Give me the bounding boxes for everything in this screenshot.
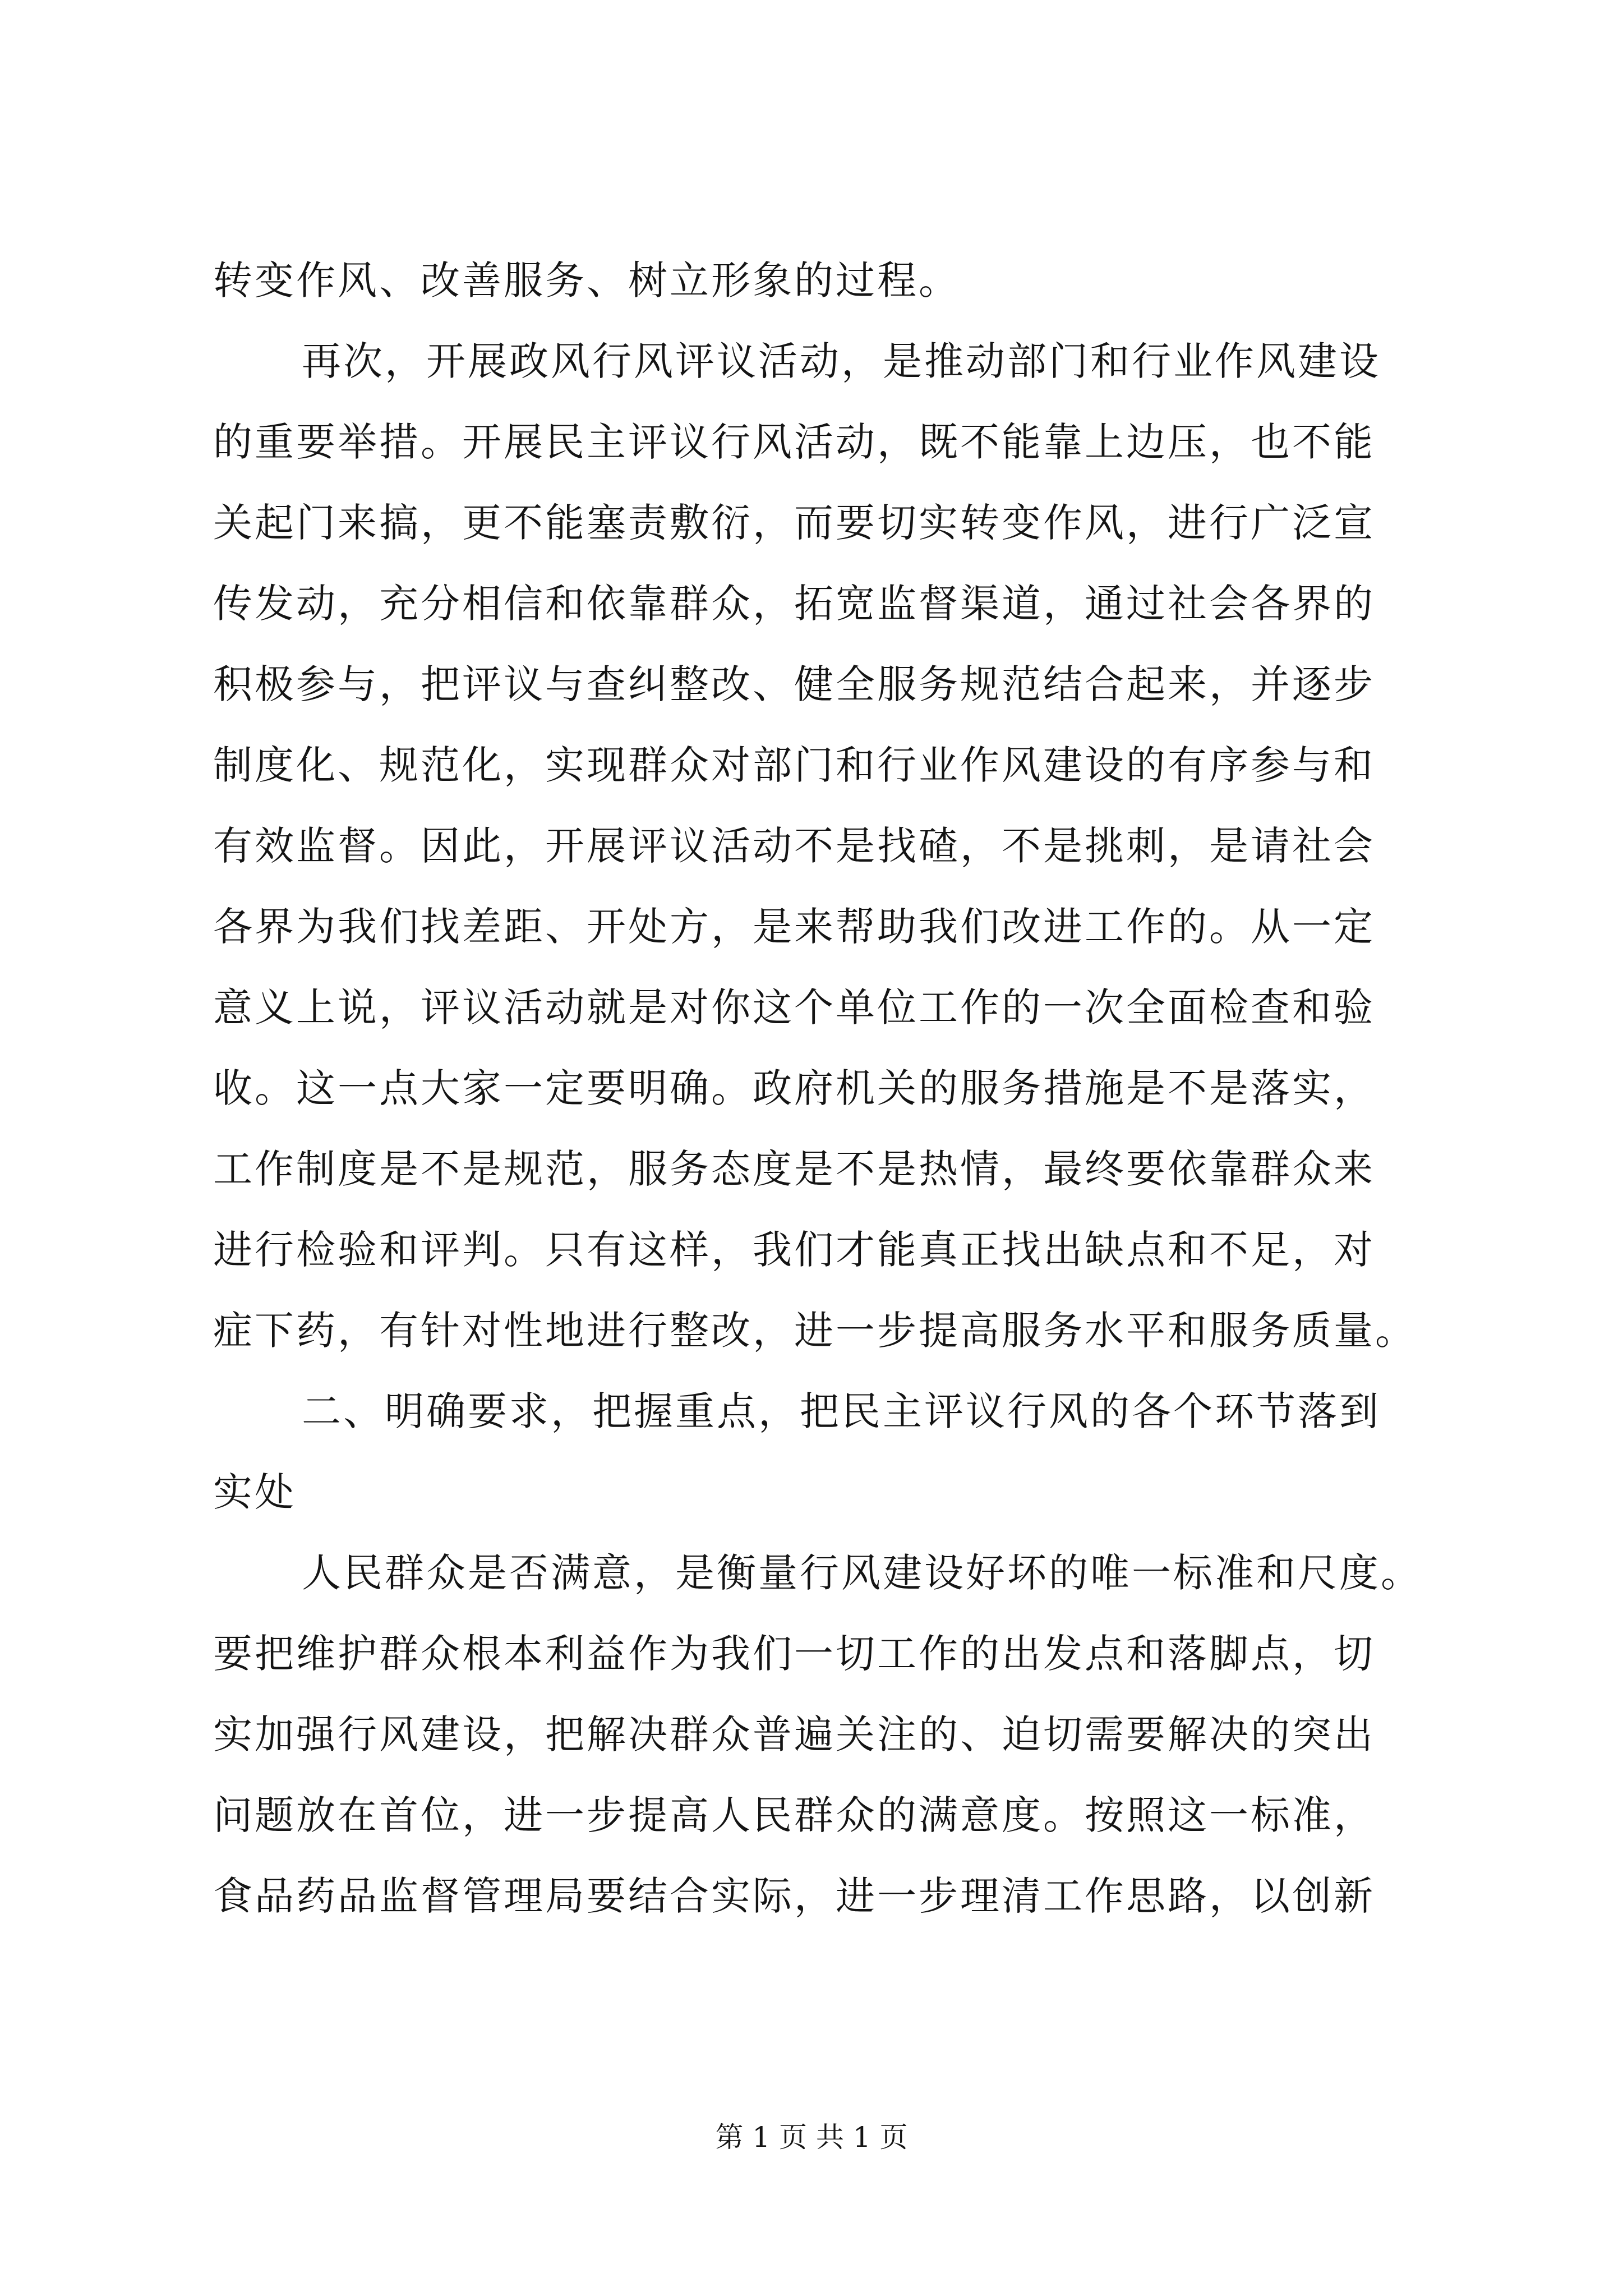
text-line: 转变作风、改善服务、树立形象的过程。 <box>213 257 960 303</box>
text-line: 传发动，充分相信和依靠群众，拓宽监督渠道，通过社会各界的 <box>213 581 1375 627</box>
page-number-footer: 第 1 页 共 1 页 <box>715 2121 908 2154</box>
text-line: 各界为我们找差距、开处方，是来帮助我们改进工作的。从一定 <box>213 904 1375 950</box>
text-line: 制度化、规范化，实现群众对部门和行业作风建设的有序参与和 <box>213 742 1375 788</box>
paragraph-start-line: 人民群众是否满意，是衡量行风建设好坏的唯一标准和尺度。 <box>302 1550 1422 1596</box>
section-heading-line: 实处 <box>213 1469 296 1515</box>
text-line: 要把维护群众根本利益作为我们一切工作的出发点和落脚点，切 <box>213 1631 1375 1677</box>
text-line: 的重要举措。开展民主评议行风活动，既不能靠上边压，也不能 <box>213 419 1375 465</box>
text-line: 关起门来搞，更不能塞责敷衍，而要切实转变作风，进行广泛宣 <box>213 500 1375 546</box>
text-line: 实加强行风建设，把解决群众普遍关注的、迫切需要解决的突出 <box>213 1711 1375 1757</box>
document-body <box>213 240 1422 1936</box>
text-line: 症下药，有针对性地进行整改，进一步提高服务水平和服务质量。 <box>213 1308 1417 1354</box>
text-line: 有效监督。因此，开展评议活动不是找碴，不是挑刺，是请社会 <box>213 823 1375 869</box>
text-line: 积极参与，把评议与查纠整改、健全服务规范结合起来，并逐步 <box>213 661 1375 707</box>
text-line: 工作制度是不是规范，服务态度是不是热情，最终要依靠群众来 <box>213 1146 1375 1192</box>
text-line: 进行检验和评判。只有这样，我们才能真正找出缺点和不足，对 <box>213 1227 1375 1273</box>
paragraph-start-line: 再次，开展政风行风评议活动，是推动部门和行业作风建设 <box>302 338 1381 384</box>
text-line: 食品药品监督管理局要结合实际，进一步理清工作思路，以创新 <box>213 1873 1375 1919</box>
text-line: 问题放在首位，进一步提高人民群众的满意度。按照这一标准， <box>213 1792 1375 1838</box>
section-heading-line: 二、明确要求，把握重点，把民主评议行风的各个环节落到 <box>302 1388 1381 1434</box>
text-line: 收。这一点大家一定要明确。政府机关的服务措施是不是落实， <box>213 1065 1375 1111</box>
text-line: 意义上说，评议活动就是对你这个单位工作的一次全面检查和验 <box>213 984 1375 1030</box>
